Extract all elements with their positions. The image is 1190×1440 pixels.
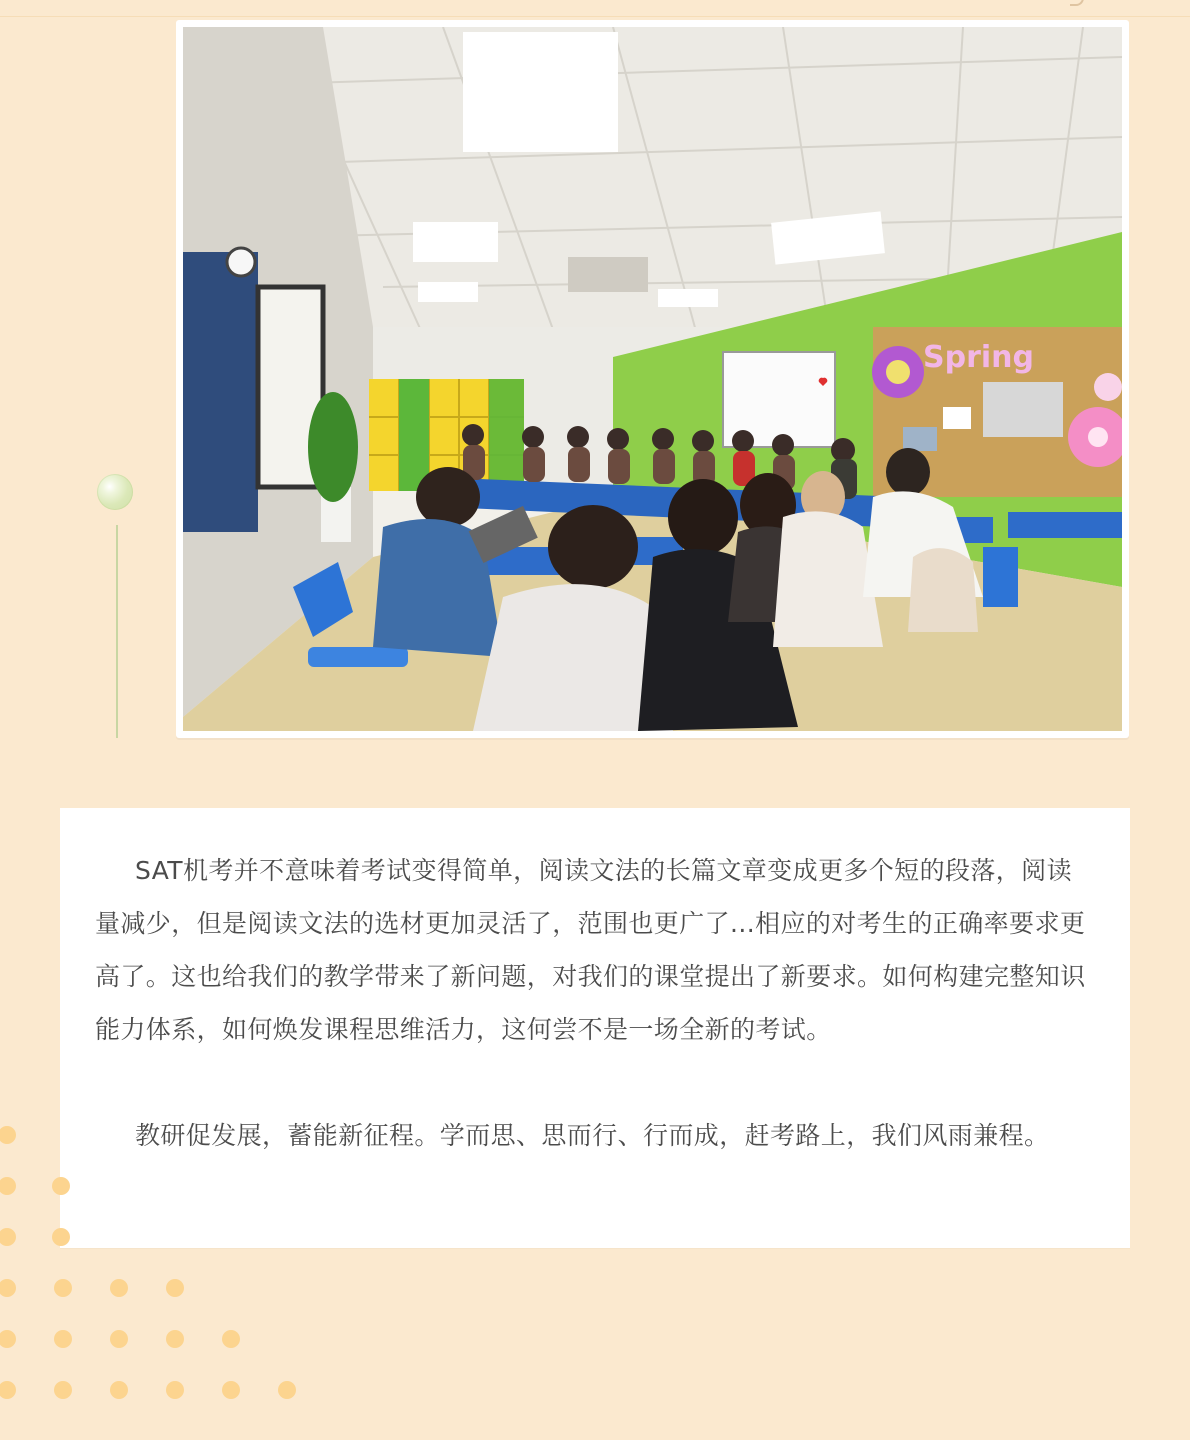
decor-dot <box>0 1126 16 1144</box>
article-paragraph-2: 教研促发展，蓄能新征程。学而思、思而行、行而成，赶考路上，我们风雨兼程。 <box>135 1121 1050 1150</box>
decor-dot <box>54 1330 72 1348</box>
decorative-circle <box>97 474 133 510</box>
decor-dot <box>0 1228 16 1246</box>
decor-dot <box>166 1381 184 1399</box>
decor-dot <box>54 1279 72 1297</box>
classroom-photo <box>183 27 1122 731</box>
decor-dot <box>0 1381 16 1399</box>
decor-dot <box>110 1279 128 1297</box>
decor-dot <box>0 1279 16 1297</box>
decor-dot <box>110 1381 128 1399</box>
decor-dot <box>0 1330 16 1348</box>
bulletin-board-title: Spring <box>923 340 1034 375</box>
decor-dot <box>110 1330 128 1348</box>
decor-dot <box>54 1381 72 1399</box>
decor-dot <box>222 1330 240 1348</box>
paragraph-1-wrapper <box>95 844 1095 1056</box>
photo-frame <box>176 20 1129 738</box>
article-paragraph-1: SAT机考并不意味着考试变得简单，阅读文法的长篇文章变成更多个短的段落，阅读量减少，但是阅读文法的选材更加灵活了，范围也更广了...相应的对考生的正确率要求更高了。这也给我们的教学带来了新问题，对我们的课堂提出了新要求。如何构建完整知识能力体系，如何焕发课程思维活力，这何尝不是一场全新的考试。 <box>95 856 1086 1044</box>
decor-dot <box>166 1330 184 1348</box>
decor-dot <box>0 1177 16 1195</box>
decor-dot <box>166 1279 184 1297</box>
top-divider <box>0 0 1190 17</box>
decorative-line <box>116 525 118 738</box>
decor-dot <box>278 1381 296 1399</box>
classroom-illustration <box>183 27 1122 731</box>
decor-dot <box>222 1381 240 1399</box>
article-card <box>60 808 1130 1248</box>
decor-dot <box>52 1228 70 1246</box>
decor-dot <box>52 1177 70 1195</box>
paragraph-2-wrapper <box>95 1109 1095 1162</box>
